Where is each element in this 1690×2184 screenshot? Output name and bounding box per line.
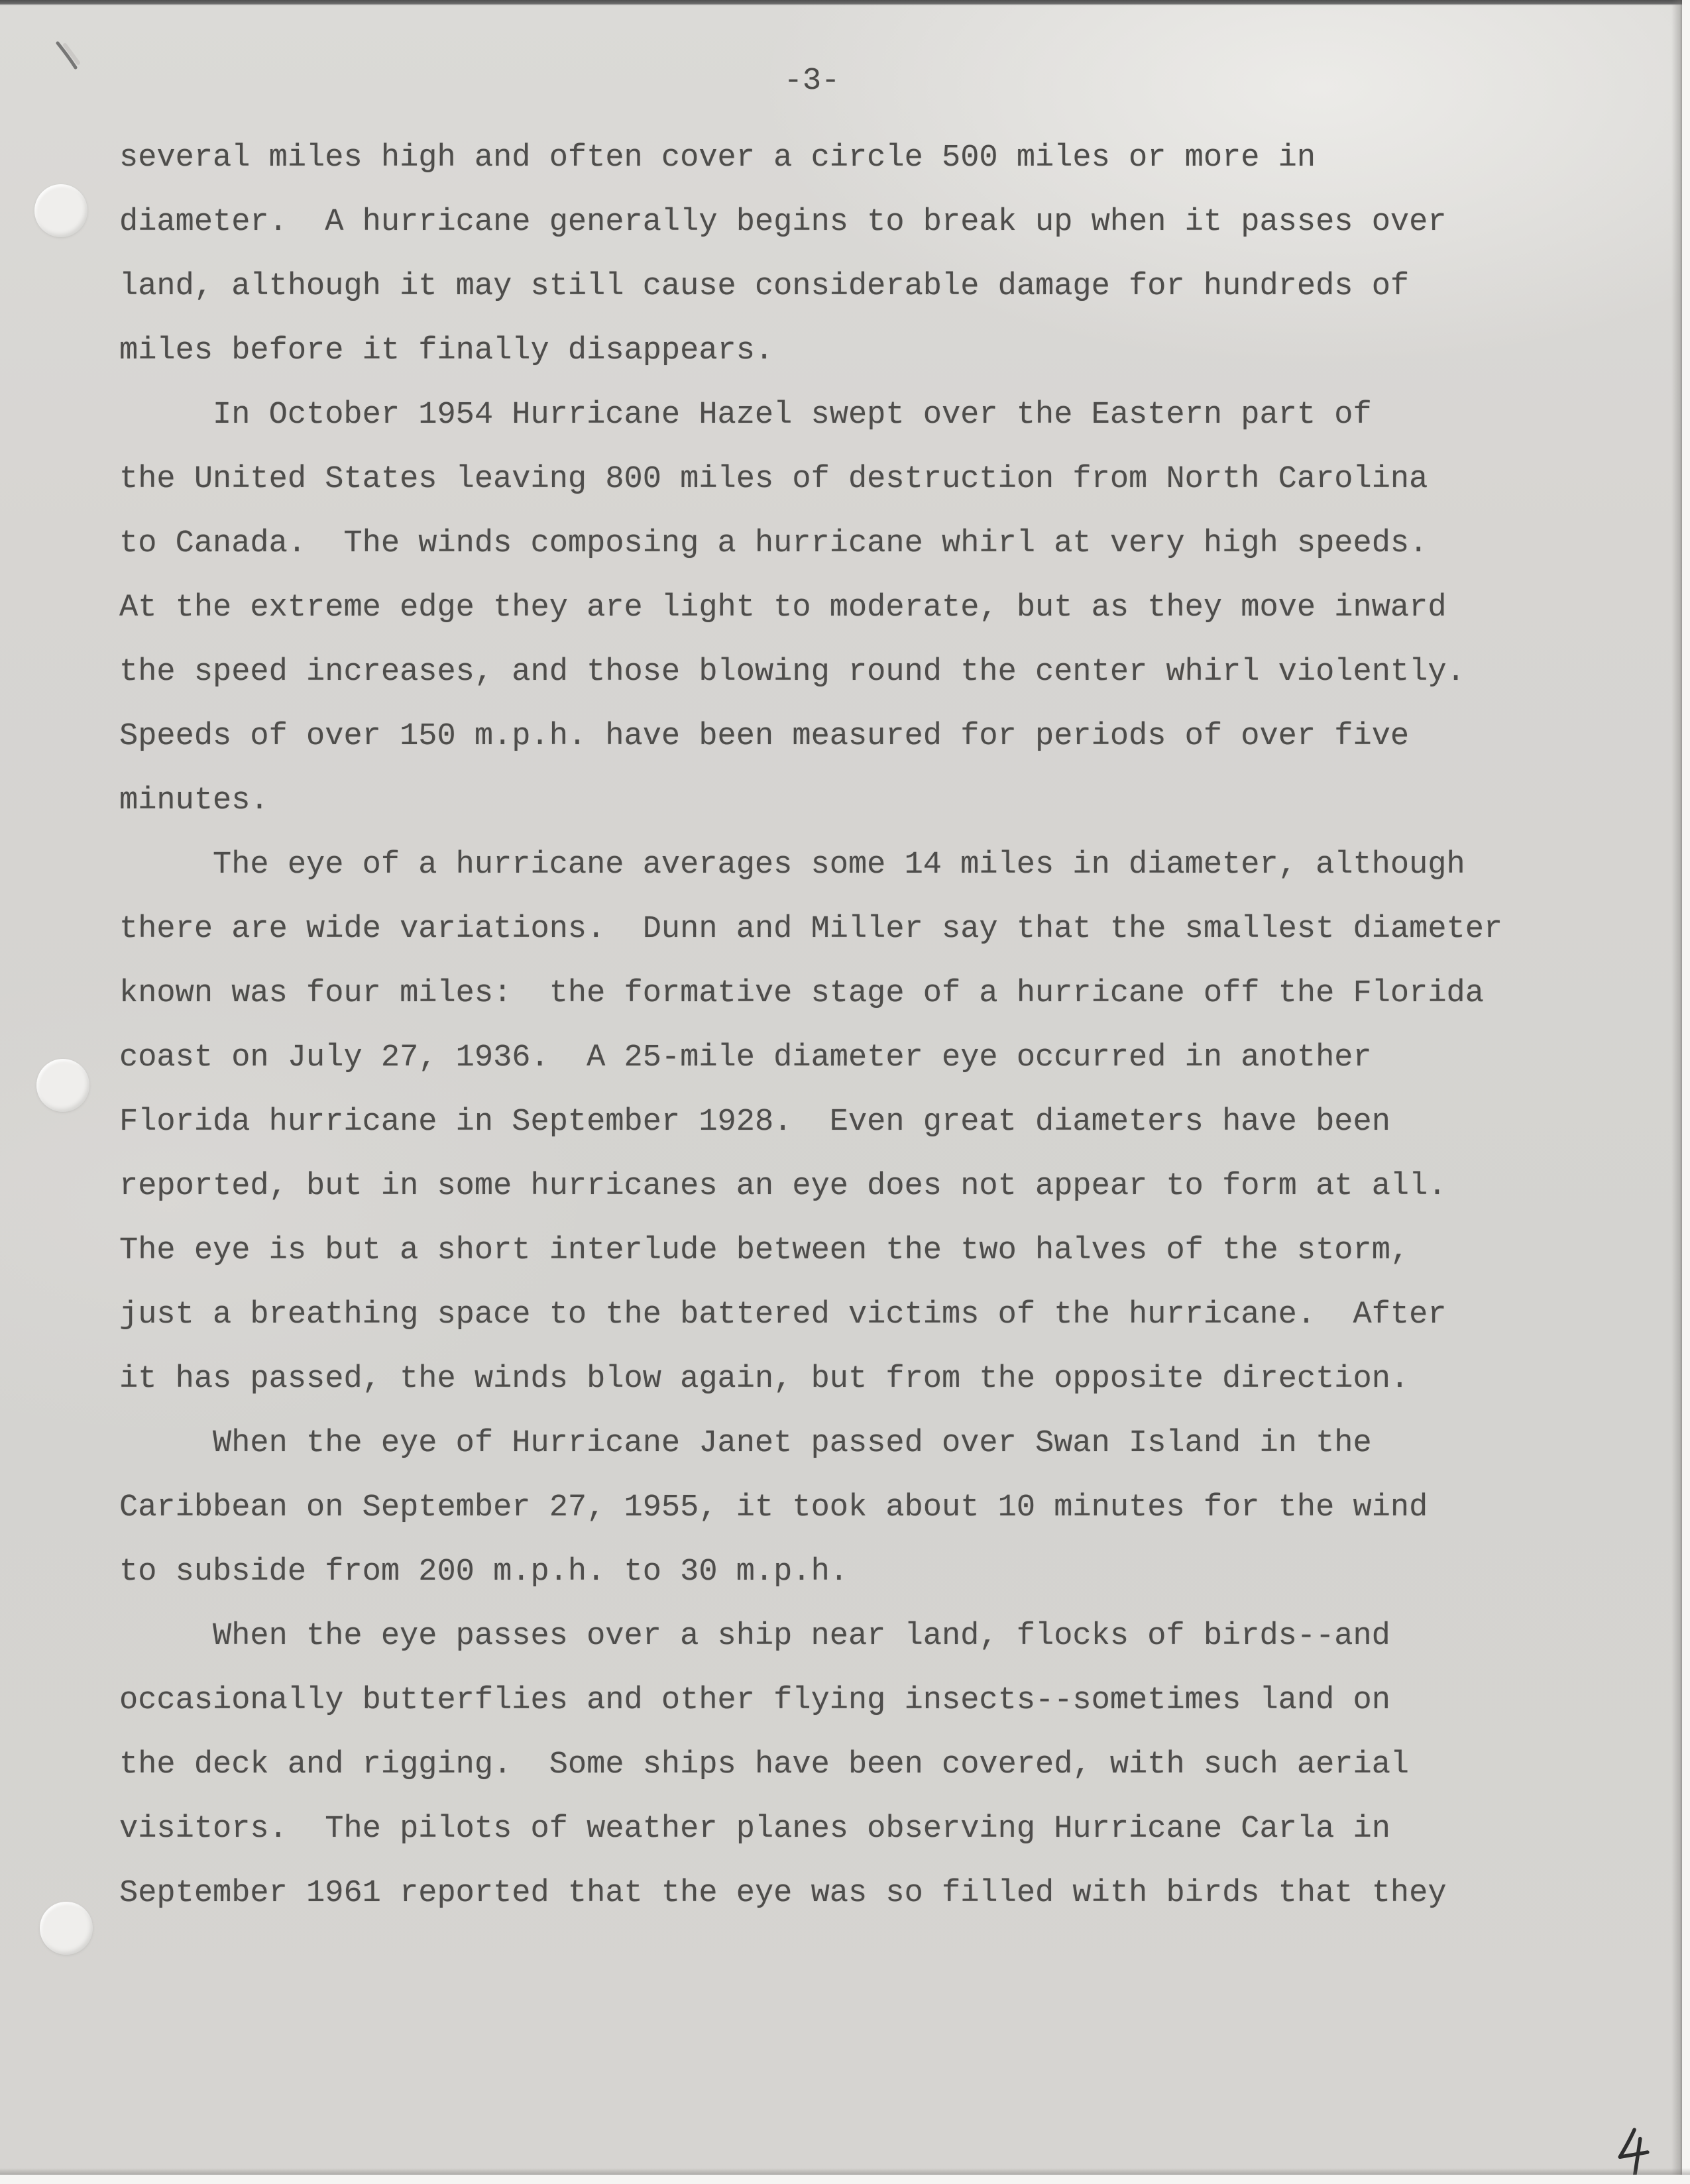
text-line: At the extreme edge they are light to moderate, but as they move inward — [119, 590, 1447, 626]
typed-text-block — [119, 126, 1551, 1926]
scan-bottom-edge — [0, 2175, 1690, 2184]
text-line: to Canada. The winds composing a hurricane whirl at very high speeds. — [119, 526, 1428, 561]
text-line: several miles high and often cover a circle 500 miles or more in — [119, 140, 1316, 176]
punch-hole-middle — [36, 1059, 89, 1112]
text-line: just a breathing space to the battered victims of the hurricane. After — [119, 1297, 1447, 1333]
text-line: to subside from 200 m.p.h. to 30 m.p.h. — [119, 1555, 848, 1590]
text-line: known was four miles: the formative stage of a hurricane off the Florida — [119, 976, 1484, 1011]
page-number-header: -3- — [783, 64, 840, 99]
text-lines — [119, 126, 1551, 1926]
text-line: coast on July 27, 1936. A 25-mile diameter eye occurred in another — [119, 1040, 1372, 1075]
scan-right-edge-shadow — [1671, 0, 1682, 2184]
text-line: The eye of a hurricane averages some 14 miles in diameter, although — [213, 847, 1465, 883]
text-line: minutes. — [119, 783, 269, 818]
scan-right-edge — [1682, 0, 1690, 2184]
text-line: occasionally butterflies and other flying insects--sometimes land on — [119, 1683, 1390, 1718]
pen-scratch-icon — [56, 41, 82, 74]
text-line: the deck and rigging. Some ships have been covered, with such aerial — [119, 1747, 1410, 1782]
text-line: the speed increases, and those blowing round the center whirl violently. — [119, 655, 1465, 690]
text-line: The eye is but a short interlude between the two halves of the storm, — [119, 1233, 1410, 1268]
text-line: reported, but in some hurricanes an eye does not appear to form at all. — [119, 1169, 1447, 1204]
text-line: Speeds of over 150 m.p.h. have been measured for periods of over five — [119, 719, 1410, 754]
pen-scratch-mark — [56, 41, 82, 74]
punch-hole-top — [34, 184, 87, 237]
text-line: miles before it finally disappears. — [119, 333, 774, 368]
text-line: visitors. The pilots of weather planes observing Hurricane Carla in — [119, 1812, 1390, 1847]
text-line: it has passed, the winds blow again, but from the opposite direction. — [119, 1362, 1410, 1397]
text-line: Caribbean on September 27, 1955, it took about 10 minutes for the wind — [119, 1490, 1428, 1525]
text-line: September 1961 reported that the eye was so filled with birds that they — [119, 1876, 1447, 1911]
text-line: the United States leaving 800 miles of destruction from North Carolina — [119, 462, 1428, 497]
text-line: In October 1954 Hurricane Hazel swept over the Eastern part of — [213, 398, 1372, 433]
scan-bottom-edge-shadow — [0, 2168, 1690, 2175]
text-line: When the eye of Hurricane Janet passed over Swan Island in the — [213, 1426, 1372, 1461]
text-line: diameter. A hurricane generally begins to break up when it passes over — [119, 205, 1447, 240]
punch-hole-bottom — [40, 1902, 93, 1955]
text-line: there are wide variations. Dunn and Miller say that the smallest diameter — [119, 912, 1503, 947]
text-line: Florida hurricane in September 1928. Even great diameters have been — [119, 1105, 1390, 1140]
text-line: land, although it may still cause considerable damage for hundreds of — [119, 269, 1410, 304]
text-line: When the eye passes over a ship near land, flocks of birds--and — [213, 1619, 1390, 1654]
scan-top-edge — [0, 0, 1690, 5]
